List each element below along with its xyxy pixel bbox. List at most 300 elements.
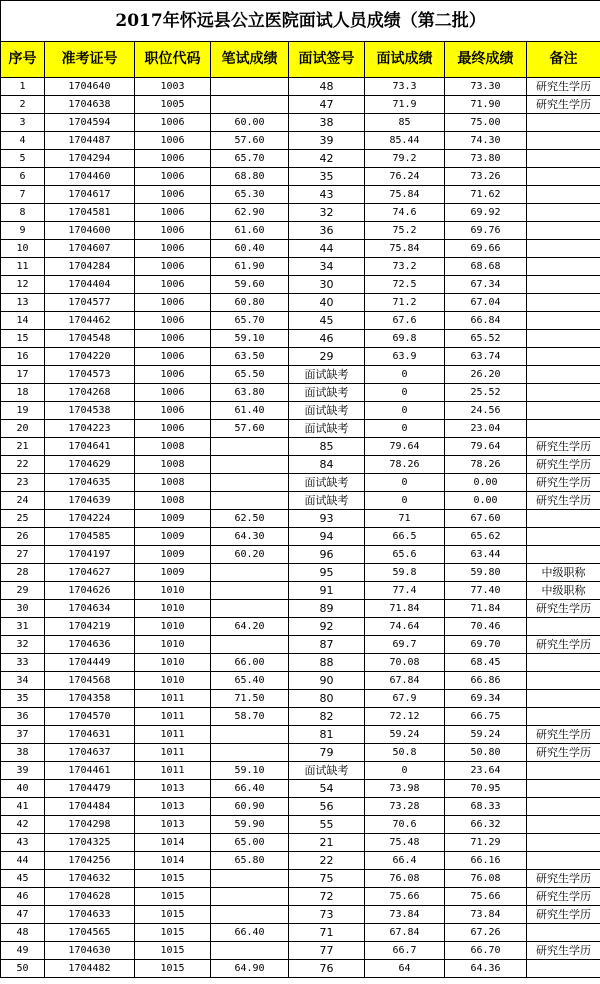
cell-written-score: 62.90: [211, 204, 289, 222]
table-row: [1, 672, 600, 690]
cell-remarks: 研究生学历: [527, 744, 600, 762]
cell-position-code: 1011: [135, 726, 211, 744]
cell-position-code: 1005: [135, 96, 211, 114]
cell-remarks: [527, 402, 600, 420]
cell-interview-score: 67.84: [365, 672, 445, 690]
cell-remarks: [527, 780, 600, 798]
cell-position-code: 1008: [135, 474, 211, 492]
cell-interview-sign: 84: [289, 456, 365, 474]
cell-ticket-no: 1704585: [45, 528, 135, 546]
cell-final-score: 65.52: [445, 330, 527, 348]
cell-interview-sign: 81: [289, 726, 365, 744]
cell-ticket-no: 1704487: [45, 132, 135, 150]
table-row: [1, 744, 600, 762]
cell-remarks: [527, 798, 600, 816]
cell-written-score: [211, 870, 289, 888]
cell-final-score: 73.80: [445, 150, 527, 168]
cell-remarks: 研究生学历: [527, 942, 600, 960]
cell-position-code: 1009: [135, 510, 211, 528]
cell-written-score: [211, 600, 289, 618]
cell-final-score: 63.44: [445, 546, 527, 564]
cell-interview-score: 72.5: [365, 276, 445, 294]
cell-remarks: 研究生学历: [527, 888, 600, 906]
table-row: [1, 708, 600, 726]
cell-seq: 10: [1, 240, 45, 258]
cell-interview-sign: 55: [289, 816, 365, 834]
cell-ticket-no: 1704640: [45, 78, 135, 96]
cell-written-score: 64.30: [211, 528, 289, 546]
cell-position-code: 1014: [135, 834, 211, 852]
cell-interview-score: 75.2: [365, 222, 445, 240]
cell-seq: 11: [1, 258, 45, 276]
cell-final-score: 71.29: [445, 834, 527, 852]
cell-position-code: 1006: [135, 222, 211, 240]
cell-seq: 6: [1, 168, 45, 186]
cell-seq: 13: [1, 294, 45, 312]
cell-final-score: 68.33: [445, 798, 527, 816]
cell-ticket-no: 1704637: [45, 744, 135, 762]
cell-remarks: 研究生学历: [527, 474, 600, 492]
cell-interview-sign: 82: [289, 708, 365, 726]
cell-interview-score: 59.8: [365, 564, 445, 582]
cell-written-score: [211, 492, 289, 510]
cell-seq: 9: [1, 222, 45, 240]
table-row: [1, 330, 600, 348]
cell-interview-score: 63.9: [365, 348, 445, 366]
cell-remarks: 中级职称: [527, 582, 600, 600]
cell-interview-score: 79.2: [365, 150, 445, 168]
cell-ticket-no: 1704449: [45, 654, 135, 672]
cell-seq: 17: [1, 366, 45, 384]
cell-seq: 34: [1, 672, 45, 690]
header-row: [1, 42, 600, 78]
header-interview-sign: 面试签号: [289, 42, 365, 78]
cell-ticket-no: 1704635: [45, 474, 135, 492]
cell-position-code: 1006: [135, 330, 211, 348]
cell-remarks: 研究生学历: [527, 438, 600, 456]
cell-position-code: 1010: [135, 600, 211, 618]
cell-position-code: 1011: [135, 762, 211, 780]
cell-ticket-no: 1704256: [45, 852, 135, 870]
cell-final-score: 64.36: [445, 960, 527, 978]
cell-ticket-no: 1704223: [45, 420, 135, 438]
cell-seq: 15: [1, 330, 45, 348]
cell-remarks: 研究生学历: [527, 636, 600, 654]
cell-ticket-no: 1704629: [45, 456, 135, 474]
cell-interview-sign: 87: [289, 636, 365, 654]
cell-written-score: [211, 726, 289, 744]
cell-final-score: 70.46: [445, 618, 527, 636]
cell-position-code: 1014: [135, 852, 211, 870]
cell-seq: 1: [1, 78, 45, 96]
cell-interview-score: 67.6: [365, 312, 445, 330]
cell-seq: 47: [1, 906, 45, 924]
table-row: [1, 474, 600, 492]
cell-remarks: [527, 420, 600, 438]
cell-final-score: 0.00: [445, 474, 527, 492]
cell-seq: 30: [1, 600, 45, 618]
cell-final-score: 77.40: [445, 582, 527, 600]
cell-final-score: 0.00: [445, 492, 527, 510]
cell-position-code: 1010: [135, 582, 211, 600]
cell-seq: 4: [1, 132, 45, 150]
cell-interview-sign: 47: [289, 96, 365, 114]
cell-seq: 19: [1, 402, 45, 420]
cell-interview-sign: 48: [289, 78, 365, 96]
cell-position-code: 1006: [135, 114, 211, 132]
cell-interview-score: 0: [365, 492, 445, 510]
cell-final-score: 66.86: [445, 672, 527, 690]
cell-interview-score: 71.2: [365, 294, 445, 312]
cell-interview-score: 0: [365, 762, 445, 780]
cell-final-score: 69.66: [445, 240, 527, 258]
cell-seq: 31: [1, 618, 45, 636]
cell-remarks: 研究生学历: [527, 906, 600, 924]
cell-interview-sign: 34: [289, 258, 365, 276]
cell-written-score: 60.80: [211, 294, 289, 312]
cell-interview-score: 50.8: [365, 744, 445, 762]
cell-ticket-no: 1704220: [45, 348, 135, 366]
cell-written-score: 65.80: [211, 852, 289, 870]
cell-final-score: 73.84: [445, 906, 527, 924]
header-final-score: 最终成绩: [445, 42, 527, 78]
cell-ticket-no: 1704638: [45, 96, 135, 114]
cell-position-code: 1008: [135, 456, 211, 474]
cell-interview-score: 71.9: [365, 96, 445, 114]
cell-remarks: [527, 348, 600, 366]
cell-ticket-no: 1704484: [45, 798, 135, 816]
cell-seq: 24: [1, 492, 45, 510]
cell-seq: 5: [1, 150, 45, 168]
cell-ticket-no: 1704565: [45, 924, 135, 942]
cell-seq: 26: [1, 528, 45, 546]
table-body: [1, 78, 600, 978]
cell-written-score: 65.00: [211, 834, 289, 852]
cell-written-score: 60.20: [211, 546, 289, 564]
cell-ticket-no: 1704548: [45, 330, 135, 348]
cell-written-score: 68.80: [211, 168, 289, 186]
cell-interview-score: 69.7: [365, 636, 445, 654]
cell-interview-score: 79.64: [365, 438, 445, 456]
table-row: [1, 798, 600, 816]
cell-interview-score: 73.98: [365, 780, 445, 798]
cell-interview-score: 75.84: [365, 186, 445, 204]
cell-position-code: 1006: [135, 384, 211, 402]
table-row: [1, 96, 600, 114]
cell-interview-sign: 面试缺考: [289, 492, 365, 510]
cell-position-code: 1006: [135, 132, 211, 150]
cell-ticket-no: 1704577: [45, 294, 135, 312]
cell-final-score: 59.80: [445, 564, 527, 582]
cell-written-score: 71.50: [211, 690, 289, 708]
cell-final-score: 24.56: [445, 402, 527, 420]
cell-ticket-no: 1704607: [45, 240, 135, 258]
cell-remarks: [527, 294, 600, 312]
table-row: [1, 150, 600, 168]
cell-interview-sign: 42: [289, 150, 365, 168]
cell-position-code: 1015: [135, 942, 211, 960]
table-row: [1, 852, 600, 870]
cell-seq: 35: [1, 690, 45, 708]
cell-final-score: 69.92: [445, 204, 527, 222]
cell-final-score: 67.04: [445, 294, 527, 312]
cell-interview-score: 67.84: [365, 924, 445, 942]
cell-ticket-no: 1704482: [45, 960, 135, 978]
cell-position-code: 1006: [135, 258, 211, 276]
cell-seq: 40: [1, 780, 45, 798]
cell-interview-score: 73.84: [365, 906, 445, 924]
cell-interview-score: 0: [365, 366, 445, 384]
cell-remarks: [527, 510, 600, 528]
cell-interview-sign: 45: [289, 312, 365, 330]
cell-remarks: [527, 240, 600, 258]
cell-position-code: 1013: [135, 780, 211, 798]
cell-ticket-no: 1704581: [45, 204, 135, 222]
cell-remarks: 研究生学历: [527, 870, 600, 888]
cell-position-code: 1010: [135, 618, 211, 636]
table-row: [1, 420, 600, 438]
cell-interview-sign: 38: [289, 114, 365, 132]
table-row: [1, 384, 600, 402]
cell-written-score: 61.40: [211, 402, 289, 420]
cell-position-code: 1006: [135, 312, 211, 330]
cell-written-score: [211, 78, 289, 96]
cell-interview-sign: 85: [289, 438, 365, 456]
cell-seq: 8: [1, 204, 45, 222]
cell-position-code: 1008: [135, 492, 211, 510]
cell-position-code: 1009: [135, 564, 211, 582]
cell-ticket-no: 1704460: [45, 168, 135, 186]
cell-remarks: [527, 330, 600, 348]
cell-written-score: 60.90: [211, 798, 289, 816]
cell-position-code: 1011: [135, 690, 211, 708]
cell-final-score: 68.68: [445, 258, 527, 276]
cell-seq: 49: [1, 942, 45, 960]
cell-position-code: 1006: [135, 276, 211, 294]
header-position-code: 职位代码: [135, 42, 211, 78]
cell-interview-sign: 46: [289, 330, 365, 348]
cell-interview-sign: 75: [289, 870, 365, 888]
cell-final-score: 78.26: [445, 456, 527, 474]
table-row: [1, 204, 600, 222]
table-row: [1, 222, 600, 240]
table-row: [1, 816, 600, 834]
cell-written-score: 59.60: [211, 276, 289, 294]
cell-written-score: 57.60: [211, 420, 289, 438]
table-row: [1, 762, 600, 780]
cell-seq: 27: [1, 546, 45, 564]
cell-interview-sign: 56: [289, 798, 365, 816]
cell-interview-score: 75.48: [365, 834, 445, 852]
cell-ticket-no: 1704404: [45, 276, 135, 294]
cell-interview-sign: 80: [289, 690, 365, 708]
cell-position-code: 1006: [135, 294, 211, 312]
cell-written-score: 63.50: [211, 348, 289, 366]
table-row: [1, 528, 600, 546]
cell-position-code: 1015: [135, 906, 211, 924]
cell-remarks: [527, 276, 600, 294]
cell-interview-score: 73.28: [365, 798, 445, 816]
table-row: [1, 258, 600, 276]
cell-written-score: [211, 744, 289, 762]
table-row: [1, 690, 600, 708]
table-row: [1, 906, 600, 924]
cell-ticket-no: 1704461: [45, 762, 135, 780]
cell-remarks: 研究生学历: [527, 78, 600, 96]
cell-interview-sign: 93: [289, 510, 365, 528]
cell-interview-sign: 40: [289, 294, 365, 312]
cell-seq: 37: [1, 726, 45, 744]
cell-remarks: [527, 168, 600, 186]
cell-interview-score: 75.66: [365, 888, 445, 906]
cell-ticket-no: 1704358: [45, 690, 135, 708]
cell-ticket-no: 1704631: [45, 726, 135, 744]
cell-final-score: 71.90: [445, 96, 527, 114]
table-row: [1, 168, 600, 186]
cell-interview-score: 73.2: [365, 258, 445, 276]
cell-interview-sign: 96: [289, 546, 365, 564]
cell-ticket-no: 1704636: [45, 636, 135, 654]
cell-remarks: 研究生学历: [527, 492, 600, 510]
cell-final-score: 75.00: [445, 114, 527, 132]
cell-seq: 41: [1, 798, 45, 816]
cell-interview-score: 74.6: [365, 204, 445, 222]
header-seq: 序号: [1, 42, 45, 78]
cell-remarks: [527, 546, 600, 564]
cell-remarks: [527, 186, 600, 204]
cell-interview-score: 70.6: [365, 816, 445, 834]
cell-written-score: 65.70: [211, 312, 289, 330]
cell-final-score: 59.24: [445, 726, 527, 744]
cell-written-score: [211, 96, 289, 114]
cell-ticket-no: 1704325: [45, 834, 135, 852]
cell-seq: 29: [1, 582, 45, 600]
cell-final-score: 73.30: [445, 78, 527, 96]
cell-ticket-no: 1704197: [45, 546, 135, 564]
cell-ticket-no: 1704224: [45, 510, 135, 528]
cell-interview-sign: 面试缺考: [289, 474, 365, 492]
cell-position-code: 1006: [135, 348, 211, 366]
cell-remarks: [527, 924, 600, 942]
cell-seq: 50: [1, 960, 45, 978]
cell-interview-sign: 面试缺考: [289, 366, 365, 384]
cell-interview-score: 85: [365, 114, 445, 132]
cell-seq: 12: [1, 276, 45, 294]
cell-position-code: 1009: [135, 528, 211, 546]
cell-position-code: 1010: [135, 636, 211, 654]
cell-remarks: [527, 672, 600, 690]
cell-final-score: 66.70: [445, 942, 527, 960]
header-interview-score: 面试成绩: [365, 42, 445, 78]
cell-interview-sign: 92: [289, 618, 365, 636]
table-row: [1, 438, 600, 456]
cell-position-code: 1006: [135, 168, 211, 186]
cell-ticket-no: 1704570: [45, 708, 135, 726]
cell-written-score: 60.40: [211, 240, 289, 258]
table-row: [1, 582, 600, 600]
table-row: [1, 960, 600, 978]
table-row: [1, 888, 600, 906]
cell-ticket-no: 1704538: [45, 402, 135, 420]
cell-remarks: 研究生学历: [527, 600, 600, 618]
table-row: [1, 924, 600, 942]
cell-final-score: 23.04: [445, 420, 527, 438]
cell-position-code: 1013: [135, 798, 211, 816]
table-row: [1, 546, 600, 564]
cell-interview-sign: 89: [289, 600, 365, 618]
cell-ticket-no: 1704628: [45, 888, 135, 906]
cell-remarks: 研究生学历: [527, 726, 600, 744]
cell-ticket-no: 1704568: [45, 672, 135, 690]
cell-written-score: 59.10: [211, 330, 289, 348]
table-row: [1, 654, 600, 672]
cell-remarks: [527, 762, 600, 780]
cell-position-code: 1010: [135, 654, 211, 672]
cell-interview-score: 75.84: [365, 240, 445, 258]
cell-written-score: 61.60: [211, 222, 289, 240]
cell-interview-sign: 71: [289, 924, 365, 942]
cell-interview-sign: 21: [289, 834, 365, 852]
cell-final-score: 66.16: [445, 852, 527, 870]
table-row: [1, 114, 600, 132]
cell-written-score: 59.90: [211, 816, 289, 834]
cell-written-score: 64.90: [211, 960, 289, 978]
cell-position-code: 1006: [135, 366, 211, 384]
cell-written-score: 61.90: [211, 258, 289, 276]
cell-written-score: 63.80: [211, 384, 289, 402]
cell-seq: 36: [1, 708, 45, 726]
cell-ticket-no: 1704627: [45, 564, 135, 582]
cell-interview-sign: 79: [289, 744, 365, 762]
cell-ticket-no: 1704462: [45, 312, 135, 330]
cell-final-score: 66.32: [445, 816, 527, 834]
cell-ticket-no: 1704634: [45, 600, 135, 618]
cell-ticket-no: 1704594: [45, 114, 135, 132]
header-remarks: 备注: [527, 42, 600, 78]
cell-seq: 44: [1, 852, 45, 870]
cell-interview-sign: 91: [289, 582, 365, 600]
cell-written-score: [211, 564, 289, 582]
table-row: [1, 456, 600, 474]
table-row: [1, 276, 600, 294]
cell-interview-score: 64: [365, 960, 445, 978]
cell-final-score: 76.08: [445, 870, 527, 888]
cell-written-score: [211, 888, 289, 906]
cell-interview-score: 0: [365, 384, 445, 402]
cell-interview-score: 76.08: [365, 870, 445, 888]
cell-interview-sign: 面试缺考: [289, 762, 365, 780]
cell-interview-sign: 22: [289, 852, 365, 870]
cell-seq: 18: [1, 384, 45, 402]
cell-seq: 16: [1, 348, 45, 366]
cell-remarks: 中级职称: [527, 564, 600, 582]
cell-seq: 2: [1, 96, 45, 114]
cell-remarks: 研究生学历: [527, 456, 600, 474]
cell-written-score: [211, 582, 289, 600]
cell-interview-score: 59.24: [365, 726, 445, 744]
cell-remarks: [527, 654, 600, 672]
cell-remarks: [527, 816, 600, 834]
cell-interview-score: 70.08: [365, 654, 445, 672]
cell-interview-sign: 90: [289, 672, 365, 690]
cell-ticket-no: 1704573: [45, 366, 135, 384]
cell-ticket-no: 1704632: [45, 870, 135, 888]
cell-interview-score: 65.6: [365, 546, 445, 564]
cell-written-score: 58.70: [211, 708, 289, 726]
cell-seq: 22: [1, 456, 45, 474]
table-row: [1, 78, 600, 96]
cell-final-score: 66.75: [445, 708, 527, 726]
